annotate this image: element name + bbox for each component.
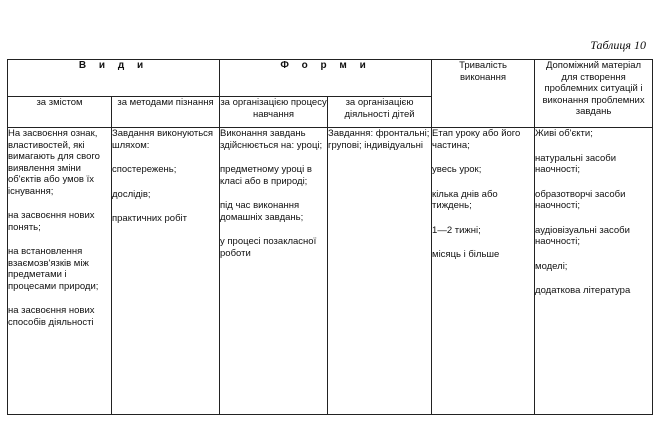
list-item: на встановлення взаємозв'язків між предметами і процесами природи; (8, 246, 99, 292)
header-by-methods: за методами пізнання (112, 97, 220, 128)
cell-by-process (220, 128, 328, 415)
header-vydy: В и д и (8, 60, 220, 97)
list-item: на засвоєння нових понять; (8, 210, 95, 233)
body-row (8, 128, 653, 415)
list-item: Етап уроку або його частина; (432, 128, 521, 151)
list-item: образотворчі засоби наочності; (535, 188, 626, 211)
list-item: місяць і більше (432, 249, 500, 260)
list-item: кілька днів або тиждень; (432, 188, 498, 211)
table-caption: Таблиця 10 (590, 38, 646, 52)
header-by-content: за змістом (8, 97, 112, 128)
classification-table (7, 59, 653, 415)
list-item: дослідів; (112, 188, 151, 200)
list-item: На засвоєння ознак, властивостей, які вимагають для свого виявлення зміни об'єктів або умов їх існування; (8, 128, 100, 197)
list-item: на засвоєння нових способів діяльності (8, 305, 95, 328)
list-item: моделі; (535, 260, 568, 272)
list-item: Завдання: фронтальні; групові; індивідуальні (328, 128, 430, 151)
header-formy: Ф о р м и (220, 60, 432, 97)
list-item: спостережень; (112, 164, 177, 175)
cell-by-methods (112, 128, 220, 415)
list-item: Живі об'єкти; (535, 128, 593, 139)
list-item: під час виконання домашніх завдань; (220, 200, 304, 223)
cell-duration (432, 128, 535, 415)
header-row-1 (8, 60, 653, 97)
header-by-process: за організацією процесу навчання (220, 97, 328, 128)
header-auxiliary: Допоміжний матеріал для створення проблемних ситуацій і виконання проблемних завдань (535, 60, 653, 128)
header-duration: Тривалість виконання (432, 60, 535, 128)
cell-by-activity (328, 128, 432, 415)
list-item: натуральні засоби наочності; (535, 152, 617, 175)
list-item: практичних робіт (112, 213, 187, 224)
list-item: аудіовізуальні засоби наочності; (535, 224, 630, 247)
header-by-activity: за організацією діяльності дітей (328, 97, 432, 128)
list-item: у процесі позакласної роботи (220, 236, 317, 259)
list-item: Виконання завдань здійснюється на: уроці; (220, 128, 323, 151)
list-item: предметному уроці в класі або в природі; (220, 164, 312, 187)
list-item: 1—2 тижні; (432, 224, 481, 236)
list-item: Завдання виконуються шляхом: (112, 128, 214, 151)
cell-auxiliary (535, 128, 653, 415)
list-item: увесь урок; (432, 164, 482, 175)
list-item: додаткова література (535, 285, 631, 296)
cell-by-content (8, 128, 112, 415)
